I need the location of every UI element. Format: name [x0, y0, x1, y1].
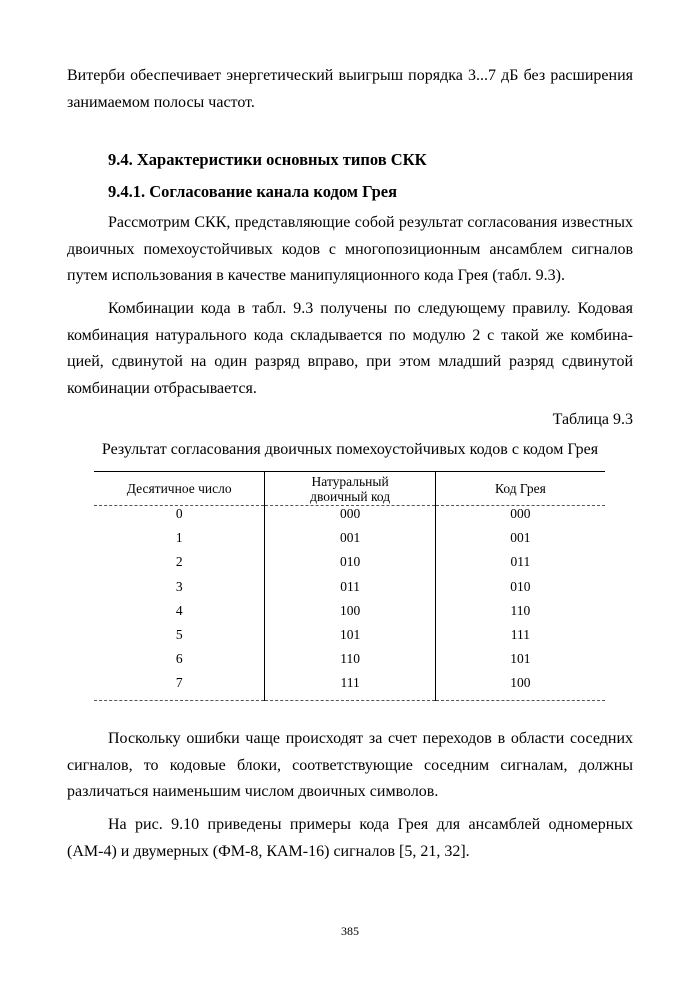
- cell-natural: 001: [265, 530, 435, 554]
- table-label: Таблица 9.3: [552, 411, 633, 428]
- table-row: [94, 554, 605, 578]
- cell-decimal: 2: [175, 554, 183, 570]
- cell-gray: 111: [510, 626, 531, 642]
- table-row: [94, 506, 605, 531]
- paragraph-viterbi: Витерби обеспечивает энергетический выигрыш порядка 3...7 дБ без расширения занимаемом полосы частот.: [67, 67, 633, 111]
- cell-decimal: 5: [175, 626, 183, 642]
- cell-gray: 100: [435, 675, 605, 700]
- header-natural-binary: [265, 472, 435, 506]
- table-row: [94, 579, 605, 603]
- cell-natural: 000: [265, 506, 435, 531]
- cell-natural: 110: [265, 651, 435, 675]
- cell-decimal: 1: [175, 530, 183, 546]
- header-natural-line2: двоичный код: [310, 488, 391, 504]
- cell-decimal: 3: [175, 578, 183, 594]
- table-header-row: [94, 472, 605, 506]
- cell-gray: 000: [510, 506, 531, 521]
- header-natural-line1: Натуральный: [311, 473, 389, 489]
- paragraph-rule: Комбинации кода в табл. 9.3 получены по следующему правилу. Кодовая комбинация натурального кода складывается по модулю 2 с такой же комбинацией, сдвинутой на один разряд вправо, при этом младший разряд сдвинутой комбинации отбрасывается.: [67, 300, 633, 397]
- paragraph-intro: Рассмотрим СКК, представляющие собой результат согласования известных двоичных помехоустойчивых кодов с многопозиционным ансамблем сигналов путем использования в качестве манипуляционного кода Грея (табл. 9.3).: [67, 214, 633, 284]
- cell-decimal: 7: [94, 675, 265, 700]
- cell-gray: 010: [510, 578, 531, 594]
- cell-natural: 101: [265, 627, 435, 651]
- cell-gray: 110: [510, 602, 531, 618]
- table-caption: Результат согласования двоичных помехоустойчивых кодов с кодом Грея: [101, 441, 599, 458]
- paragraph-examples: На рис. 9.10 приведены примеры кода Грея для ансамблей одномерных (АМ-4) и двумерных (ФМ-8, КАМ-16) сигналов [5, 21, 32].: [67, 816, 633, 860]
- table-row: [94, 675, 605, 700]
- table-row: [94, 651, 605, 675]
- cell-decimal: 6: [175, 651, 183, 667]
- cell-natural: 111: [265, 675, 435, 700]
- cell-decimal: 0: [175, 506, 183, 521]
- page-number: 385: [341, 924, 359, 938]
- cell-gray: 001: [510, 530, 531, 546]
- gray-code-table: [94, 471, 605, 701]
- cell-natural: 010: [265, 554, 435, 578]
- header-decimal: Десятичное число: [94, 472, 265, 506]
- table-row: [94, 530, 605, 554]
- cell-gray: 011: [510, 554, 531, 570]
- subsection-heading: 9.4.1. Согласование канала кодом Грея: [108, 182, 397, 201]
- cell-gray: 101: [510, 651, 531, 667]
- header-gray: Код Грея: [435, 472, 605, 506]
- cell-natural: 100: [265, 603, 435, 627]
- cell-decimal: 4: [175, 602, 183, 618]
- table-row: [94, 603, 605, 627]
- cell-natural: 011: [265, 579, 435, 603]
- section-heading: 9.4. Характеристики основных типов СКК: [108, 150, 427, 169]
- paragraph-errors: Поскольку ошибки чаще происходят за счет переходов в области соседних сигналов, то кодовые блоки, соответствующие соседним сигналам, должны различаться наименьшим числом двоичных символов.: [67, 730, 633, 800]
- table-row: [94, 627, 605, 651]
